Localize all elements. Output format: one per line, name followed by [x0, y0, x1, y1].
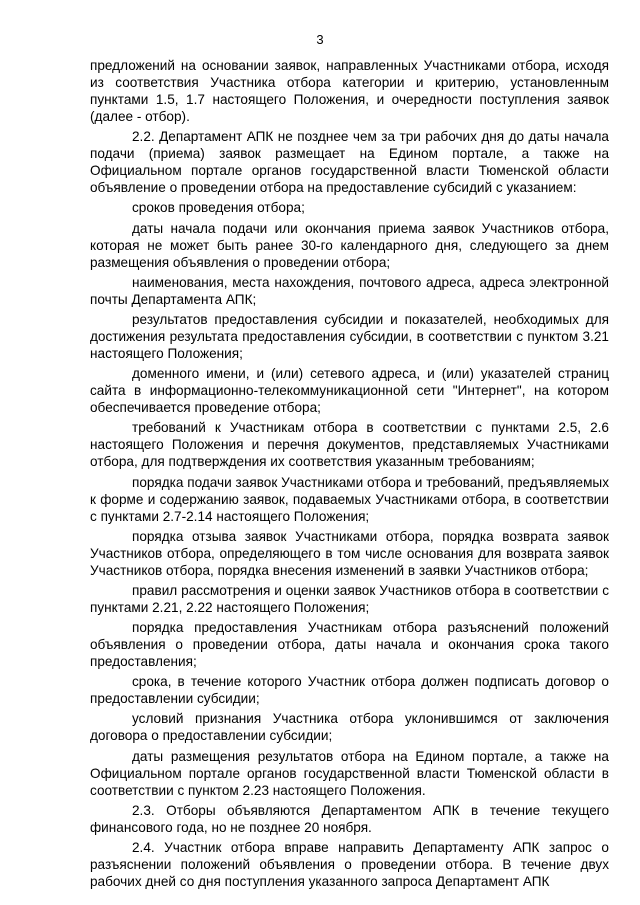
paragraph: даты размещения результатов отбора на Едином портале, а также на Официальном портале органов государственной власти Тюменской области в соответствии с пунктом 2.23 настоящего Положения. — [90, 748, 609, 798]
paragraph: порядка подачи заявок Участниками отбора и требований, предъявляемых к форме и содержанию заявок, подаваемых Участниками отбора, в соответствии с пунктами 2.7-2.14 настоящего Положения; — [90, 474, 609, 524]
paragraph: условий признания Участника отбора уклонившимся от заключения договора о предоставлении субсидии; — [90, 711, 609, 744]
paragraph: сроков проведения отбора; — [132, 200, 305, 216]
paragraph: наименования, места нахождения, почтового адреса, адреса электронной почты Департамента АПК; — [90, 274, 609, 307]
paragraph: 2.4. Участник отбора вправе направить Департаменту АПК запрос о разъяснении положений объявления о проведении отбора. В течение двух рабочих дней со дня поступления указанного запроса Департамент АПК — [90, 840, 609, 889]
paragraph: даты начала подачи или окончания приема заявок Участников отбора, которая не может быть ранее 30-го календарного дня, следующего за днем размещения объявления о проведении отбора; — [90, 220, 609, 270]
paragraph: доменного имени, и (или) сетевого адреса, и (или) указателей страниц сайта в информационно-телекоммуникационной сети "Интернет", на котором обеспечивается проведение отбора; — [90, 366, 609, 416]
page-number: 3 — [316, 32, 324, 47]
paragraph: 2.3. Отборы объявляются Департаментом АПК в течение текущего финансового года, но не позднее 20 ноября. — [90, 802, 609, 835]
paragraph: требований к Участникам отбора в соответствии с пунктами 2.5, 2.6 настоящего Положения и перечня документов, представляемых Участниками отбора, для подтверждения их соответствия указанным требованиям; — [90, 420, 609, 470]
paragraph: предложений на основании заявок, направленных Участниками отбора, исходя из соответствия Участника отбора категории и критерию, установленным пунктами 1.5, 1.7 настоящего Положения, и очередности поступления заявок (далее - отбор). — [90, 58, 609, 124]
document-body — [90, 57, 609, 890]
paragraph: правил рассмотрения и оценки заявок Участников отбора в соответствии с пунктами 2.21, 2.22 настоящего Положения; — [90, 582, 609, 615]
paragraph: порядка отзыва заявок Участниками отбора, порядка возврата заявок Участников отбора, определяющего в том числе основания для возврата заявок Участников отбора, порядка внесения изменений в заявки Участников отбора; — [90, 528, 609, 578]
paragraph: 2.2. Департамент АПК не позднее чем за три рабочих дня до даты начала подачи (приема) заявок размещает на Едином портале, а также на Официальном портале органов государственной власти Тюменской области объявление о проведении отбора на предоставление субсидий с указанием: — [90, 129, 609, 196]
paragraph: результатов предоставления субсидии и показателей, необходимых для достижения результата предоставления субсидии, в соответствии с пунктом 3.21 настоящего Положения; — [90, 311, 609, 361]
paragraph: порядка предоставления Участникам отбора разъяснений положений объявления о проведении отбора, даты начала и окончания срока такого предоставления; — [90, 620, 609, 670]
paragraph: срока, в течение которого Участник отбора должен подписать договор о предоставлении субсидии; — [90, 674, 609, 707]
